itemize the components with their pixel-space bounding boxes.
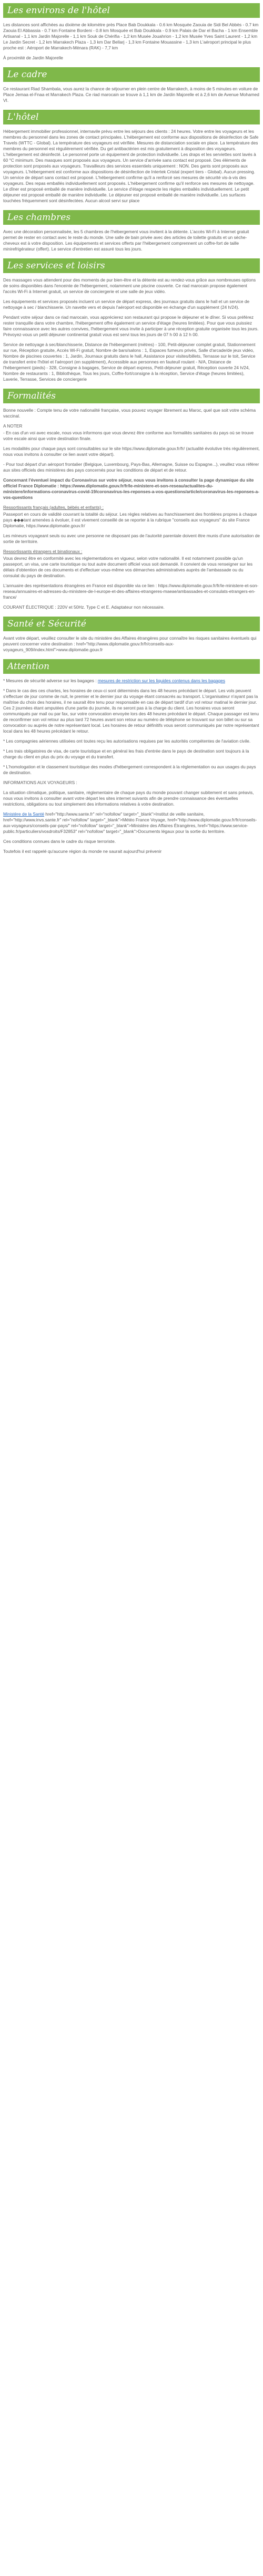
formalites-text-3: - En cas d'un voi avec escale, nous vous informons que vous devrez être conforme aux formalités sanitaires du pays où se trouve votre escale ainsi que votre destination finale. (3, 430, 254, 441)
health-ministry-link[interactable]: Ministère de la Santé (3, 811, 44, 817)
services-text-1: Des massages vous attendent pour des moments de pur bien-être et la détente est au rendez-vous grâce aux nombreuses options de soins disponibles dans l'enceinte de l'hébergement, notamment une piscine couverte. Ce riad marocain propose également l'accès Wi-Fi à Internet gratuit, un service de conciergerie et une salle de jeux vidéo. (3, 277, 256, 294)
formalites-text-1: Bonne nouvelle : Compte tenu de votre nationalité française, vous pouvez voyager librement au Maroc, quel que soit votre schéma vaccinal. (3, 408, 256, 419)
formalites-french-title: Ressortissants français (adultes, bébés et enfants) : (3, 505, 104, 510)
services-text-4: Service de nettoyage à sec/blanchisserie, Distance de l'hébergement (mètres) - 100, Petit-déjeuner complet gratuit, Stationnement sur rue, Réception gratuite, Accès Wi-Fi gratuit, Nombre de bars/salons : 1, Espaces fumeurs privés, Salle d'arcade/de jeux vidéo, Nombre de piscines couvertes : 1, Jardin, Journaux gratuits dans le hall, Assistance pour visites/billets, Terrasse sur le toit, Service de transfert entre l'hôtel et l'aéroport (en supplément), Accessible aux personnes en fauteuil roulant - N/A, Distance de l'hébergement (pieds) - 328, Consigne à bagages, Service de départ express, Petit-déjeuner gratuit, Réception ouverte 24 h/24, Nombre de restaurants : 1, Bibliothèque, Tous les jours, Coffre-fort/consigne à la réception, Service d'étage (heures limitées), Laverie, Terrasse, Services de conciergerie (3, 342, 256, 382)
attention-text-10: Toutefois il est rappelé qu'aucune région du monde ne saurait aujourd'hui prévenir (3, 849, 162, 854)
formalites-text-5: - Pour tout départ d'un aéroport frontalier (Belgique, Luxembourg, Pays-Bas, Allemagne, Suisse ou Espagne...), veuillez vous référer aux sites officiels des ministères des pays concernés pour les conditions de départ et de retour. (3, 462, 259, 473)
formalites-text-6: Concernant l'éventuel impact du Coronavirus sur votre séjour, nous vous invitons à consulter la page dynamique du site officiel France Diplomatie : https://www.diplomatie.gouv.fr/fr/le-ministere-et-son-reseau/actualites-du-ministere/informations-coronavirus-covid-19/coronavirus-les-reponses-a-vos-questions/article/coronavirus-les-reponses-a-vos-questions (3, 477, 259, 500)
formalites-text-11: Vous devrez être en conformité avec les réglementations en vigueur, selon votre nationalité. Il est notamment possible qu'un passeport, un visa, une carte touristique ou tout autre document officiel vous soit demandé. Il convient de vous renseigner sur les délais d'obtention de ces documents et d'effectuer vous-même vos démarches administratives auprès de l'ambassade ou du consulat du pays de destination. (3, 556, 252, 578)
attention-links-text: href="http://www.sante.fr" rel="nofollow" target="_blank">Institut de veille sanitaire, href="http://www.invs.sante.fr" rel="nofollow" target="_blank">Météo France Voyage, href="http://www.diplomatie.gouv.fr/fr/conseils-aux-voyageurs/conseils-par-pays/" rel="nofollow" target="_blank">Ministère des Affaires Étrangères, href="https://www.service-public.fr/particuliers/vosdroits/F32853" rel="nofollow" target="_blank">Documents légaux pour la sortie du territoire. (3, 811, 257, 834)
heading-environs: Les environs de l'hôtel (3, 3, 260, 18)
formalites-text-4: Les modalités pour chaque pays sont consultables sur le site https://www.diplomatie.gouv.fr/fr/ (actualité évolutive très régulièrement, nous vous invitons à consulter ce lien avant votre départ). (3, 446, 260, 457)
attention-text-7: La situation climatique, politique, sanitaire, réglementaire de chaque pays du monde pouvant changer subitement et sans préavis, nous vous invitons à consulter avant votre départ les sites internet suivants afin de prendre connaissance des éventuelles restrictions, obligations ou tout simplement des informations relatives à votre destination. (3, 790, 254, 807)
formalites-text-12: L'annuaire des représentations étrangères en France est disponible via ce lien : https://www.diplomatie.gouv.fr/fr/le-ministere-et-son-reseau/annuaires-et-adresses-du-ministere-de-l-europe-et-des-affaires-etrangeres-maeae/ambassades-et-consulats-etrangers-en-france/ (3, 583, 259, 600)
attention-text-3: * Les compagnies aériennes utilisées ont toutes reçu les autorisations requises par les autorités compétentes de l'aviation civile. (3, 738, 251, 744)
attention-text-5: * L'homologation et le classement touristique des modes d'hébergement correspondent à la réglementation ou aux usages du pays de destination. (3, 764, 256, 775)
attention-text-4: * Les trais obligatoires de visa, de carte touristique et en général les frais d'entrée dans le pays de destination sont toujours à la charge du client en plus du prix du voyage et du transfert. (3, 748, 249, 759)
services-text-3: Pendant votre séjour dans ce riad marocain, vous apprécierez son restaurant qui propose le déjeuner et le dîner. Si vous préférez rester tranquille dans votre chambre, l'hébergement offre également un service d'étage (heures limitées). Pour que vous puissiez faire connaissance avec les autres convives, l'hébergement vous invite à participer à une réception gratuite organisée tous les jours. Prévoyez-vous un petit déjeuner continental gratuit vous est servi tous les jours de 07 h 00 à 12 h 00. (3, 315, 259, 337)
heading-formalites: Formalités (3, 389, 260, 403)
heading-chambres: Les chambres (3, 210, 260, 225)
chambres-text: Avec une décoration personnalisée, les 5 chambres de l'hébergement vous invitent à la détente. L'accès Wi-Fi à Internet gratuit permet de rester en contact avec le reste du monde. Une salle de bain privée avec des articles de toilette gratuits et un sèche-cheveux est à votre disposition. Les équipements et services offerts par l'hébergement comprennent un coffre-fort de taille minirefrigérateur (offert). Le service d'entretien est assuré tous les jours. (3, 229, 249, 252)
attention-prefix: * Mesures de sécurité adverse sur les bagages : (3, 678, 98, 683)
liquids-restriction-link[interactable]: mesures de restriction sur les liquides contenus dans les bagages (97, 678, 225, 683)
environs-proximity: À proximité de Jardin Majorelle (3, 55, 63, 60)
attention-info-title: INFORMATIONS AUX VOYAGEURS : (3, 780, 77, 785)
attention-text-9: Ces conditions connues dans le cadre du risque terroriste. (3, 839, 116, 844)
heading-services: Les services et loisirs (3, 258, 260, 273)
hotel-text: Hébergement immobilier professionnel, internavile prévu entre les séjours des clients : 24 heures. Votre entre les voyageurs et les membres du personnel dans les zones de contact principales. L'hébergement est conforme aux dispositions de désinfection de Safe Travels (WTTC - Global). La température des voyageurs est vérifiée. Mesures de distanciation sociale en place. La température des membres du personnel est régulièrement vérifiée. Du gel antibactérien est mis gratuitement à disposition des voyageurs. L'hébergement est désinfecté. Le personnel porte un équipement de protection individuelle. Les draps et les serviettes sont lavés à 60 °C minimum. Des masques sont proposés aux voyageurs. Un service d'arrivée sans contact est proposé. Des éléments de protection sont proposés aux voyageurs. Travailleurs des services essentiels uniquement : NON. Des gants sont proposés aux voyageurs. L'hébergement est conforme aux dispositions de désinfection de Intertek Cristal (expert tiers - Global). Aucun pressing. Un service de départ sans contact est proposé. L'hébergement confirme qu'il a renforcé ses mesures de sécurité vis-à-vis des voyageurs. Des repas emballés individuellement sont proposés. L'hébergement confirme qu'il renforce ses mesures de nettoyage. Le dîner est proposé emballé de manière individuelle. Le service d'étage respecte les règles emballés individuellement. Le petit déjeuner est proposé emballé de manière individuelle. Le déjeuner est proposé emballé de manière individuelle. Les surfaces touchées fréquemment sont désinfectées. Aucun alcool servi sur place (3, 129, 259, 203)
formalites-text-8: Passeport en cours de validité couvrant la totalité du séjour. Les règles relatives au franchissement des frontières propres à chaque pays ◆◆◆tant amenées à évoluer, il est vivement conseillé de se reporter à la rubrique "conseils aux voyageurs" du site France Diplomatie, https://www.diplomatie.gouv.fr/ (3, 512, 257, 528)
page (0, 3, 263, 854)
services-text-2: Les équipements et services proposés incluent un service de départ express, des journaux gratuits dans le hall et un service de nettoyage à sec / blanchisserie. Un navette vers et depuis l'aéroport est disponible en échange d'un supplément (24 h/24). (3, 299, 250, 310)
formalites-text-9: Les mineurs voyageant seuls ou avec une personne ne disposant pas de l'autorité parentale doivent être munis d'une autorisation de sortie de territoire. (3, 533, 260, 544)
formalites-note-title: A NOTER (3, 423, 23, 429)
environs-text: Les distances sont affichées au dixième de kilomètre près Place Bab Doukkala - 0.6 km Mosquée Zaouia de Sidi Bel Abbès - 0.7 km Zaouia El Abbassia - 0.7 km Fontaine Bordeni - 0.8 km Mosquée et Bab Doukkala - 0.9 km Palais de Dar el Bacha - 1 km Ensemble Artisanal - 1,1 km Jardin Majorelle - 1,1 km Souk de Chérifia - 1,2 km Musée Jouahrion - 1,2 km Musée Yves Saint Laurent - 1,2 km Le Jardin Secret - 1,2 km Marrakech Plaza - 1,3 km Dar Bellarj - 1,3 km Fontaine Mouassine - 1,3 km L'aéroport principal le plus proche est : Aéroport de Marrakech-Ménara (RAK) - 7,7 km (3, 22, 259, 50)
heading-attention: Attention (3, 659, 260, 674)
formalites-foreign-title: Ressortissants étrangers et binationaux : (3, 549, 83, 554)
heading-sante: Santé et Sécurité (3, 617, 260, 631)
sante-text: Avant votre départ, veuillez consulter le site du ministère des Affaires étrangères pour connaître les risques sanitaires éventuels qui peuvent concerner votre destination : href="http://www.diplomatie.gouv.fr/fr/conseils-aux-voyageurs_909/index.html">www.diplomatie.gouv.fr (3, 635, 257, 652)
heading-hotel: L'hôtel (3, 110, 260, 124)
attention-text-1 (3, 678, 260, 684)
attention-text-8 (3, 811, 260, 835)
heading-cadre: Le cadre (3, 67, 260, 82)
formalites-text-13: COURANT ÉLECTRIQUE : 220V et 50Hz. Type C et E. Adaptateur non nécessaire. (3, 604, 165, 610)
attention-text-2: * Dans le cas des ces chartes, les horaires de ceux-ci sont déterminés dans les 48 heures précédant le départ. Les vols peuvent s'effectuer de jour comme de nuit, le premier et le dernier jour du voyage étant consacrés au transport. L'organisateur n'ayant pas la maîtrise du choix des horaires, il ne saurait être tenu pour responsable en cas de départ tardif d'un vol retour matinal le dernier jour. Ces 2 journées étant amputées d'une partie du journée, ils ne seront pas à la charge du client. Les horaires vous seront communiqués par mail ou par fax, sur votre convocation envoyée lors des 48 heures précédant le départ. Chaque passager est tenu de reconfirmer son vol retour au plus tard 72 heures avant son retour au numéro de téléphone se trouvant sur son billet ou sur sa convocation ou auprès de notre représentant local. Les horaires de retour définitifs vous seront communiqués par notre représentant local dans les 48 heures précédant le retour. (3, 688, 259, 734)
cadre-text: Ce restaurant Riad Shambala, vous aurez la chance de séjourner en plein centre de Marrakech, à moins de 5 minutes en voiture de Place Jemaa el-Fnaa et Marrakech Plaza. Ce riad marocain se trouve à 1,1 km de Jardin Majorelle et à 2,6 km de Avenue Mohamed VI. (3, 86, 259, 103)
